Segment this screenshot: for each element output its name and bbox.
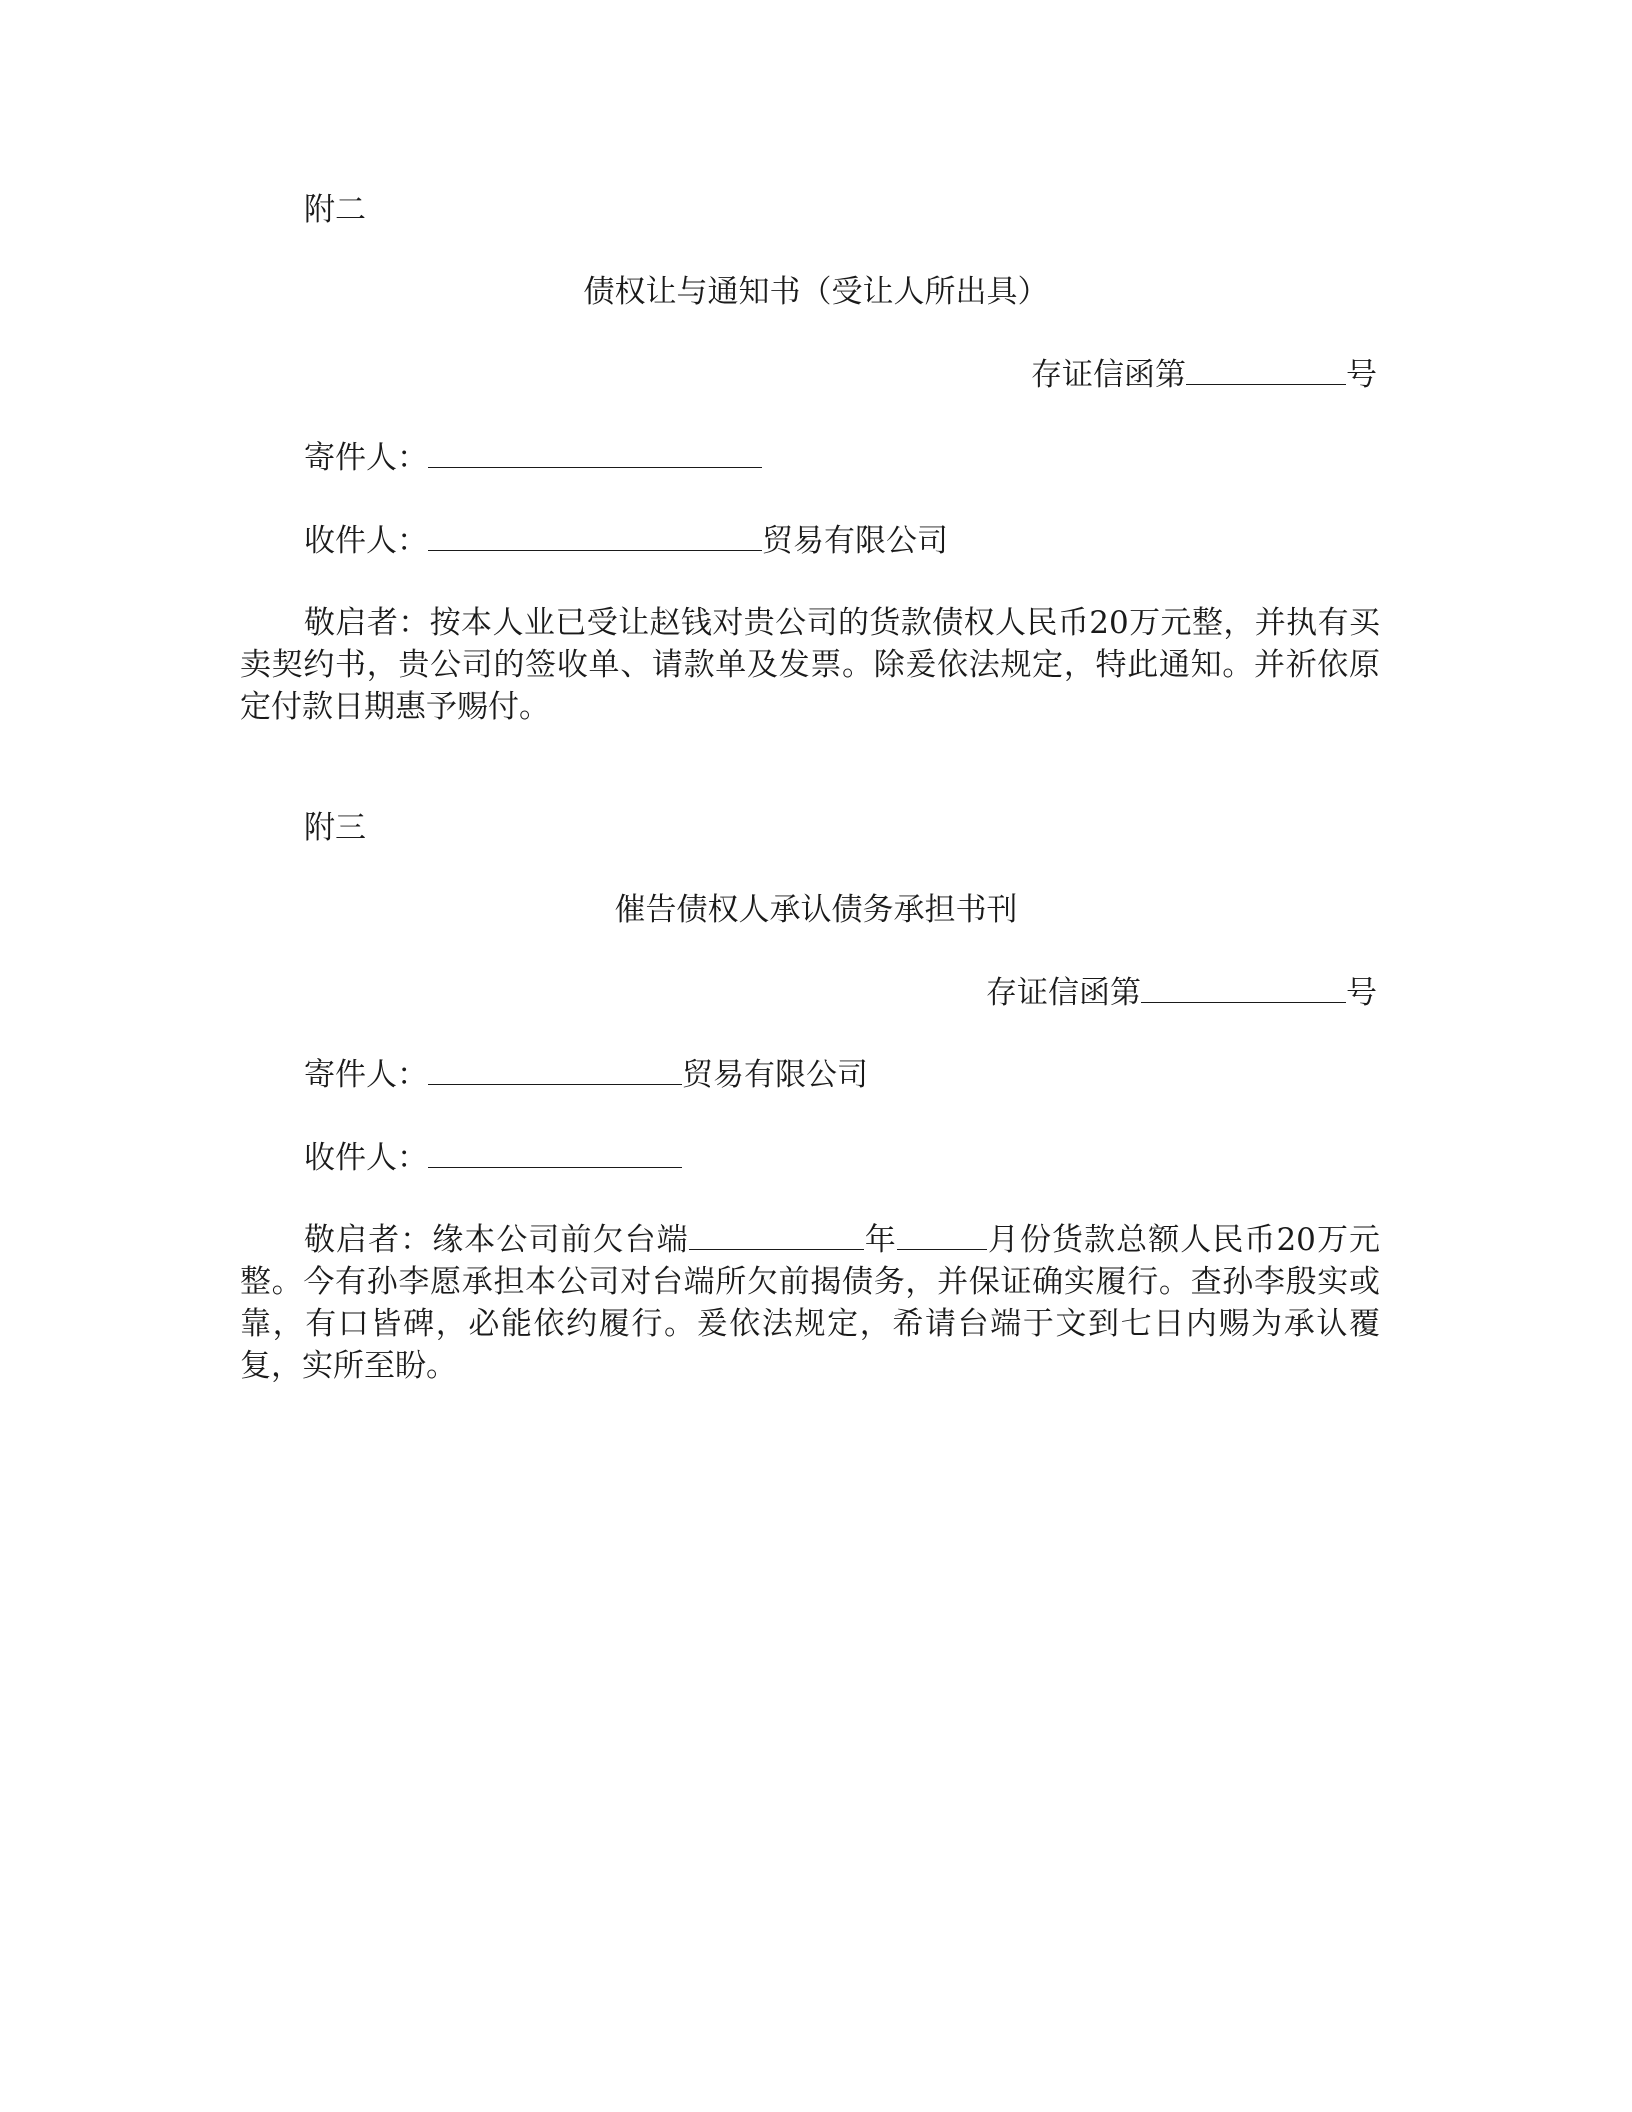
section2-title: 债权让与通知书（受让人所出具） [583, 274, 1049, 310]
section3-ref-prefix: 存证信函第 [986, 975, 1141, 1011]
section2-recipient-blank [428, 520, 762, 551]
section3-recipient-line [304, 1137, 682, 1178]
section3-body-part2: 月份货款总额人民币20万元整。今有孙李愿承担本公司对台端所欠前揭债务，并保证确实履行。查孙李殷实或靠，有口皆碑，必能依约履行。爰依法规定，希请台端于文到七日内赐为承认覆复，实所至盼。 [240, 1222, 1381, 1384]
section3-recipient-blank [428, 1137, 682, 1168]
section3-month-blank [897, 1219, 987, 1250]
section3-ref-number-blank [1141, 972, 1346, 1003]
section2-sender-label: 寄件人： [304, 440, 428, 476]
section2-heading: 附二 [304, 192, 366, 228]
section3-title: 催告债权人承认债务承担书刊 [614, 892, 1018, 928]
section3-sender-label: 寄件人： [304, 1057, 428, 1093]
section3-recipient-label: 收件人： [304, 1140, 428, 1176]
section3-sender-line [304, 1054, 868, 1095]
section2-sender-blank [428, 437, 762, 468]
section3-sender-blank [428, 1054, 682, 1085]
section2-ref-line [1031, 354, 1377, 395]
section3-ref-line [986, 972, 1377, 1013]
section2-ref-number-blank [1186, 354, 1346, 385]
section3-heading: 附三 [304, 810, 366, 846]
section2-recipient-label: 收件人： [304, 523, 428, 559]
section2-body: 敬启者：按本人业已受让赵钱对贵公司的货款债权人民币20万元整，并执有买卖契约书，贵公司的签收单、请款单及发票。除爰依法规定，特此通知。并祈依原定付款日期惠予赐付。 [240, 605, 1380, 725]
section3-body-part1: 敬启者：缘本公司前欠台端 [304, 1222, 689, 1258]
section2-sender-line [304, 437, 762, 478]
section2-recipient-suffix: 贸易有限公司 [762, 523, 948, 559]
section2-recipient-line [304, 520, 948, 561]
section3-body [240, 1219, 1380, 1387]
section3-year-blank [689, 1219, 864, 1250]
section2-ref-suffix: 号 [1346, 357, 1377, 393]
section3-ref-suffix: 号 [1346, 975, 1377, 1011]
section3-sender-suffix: 贸易有限公司 [682, 1057, 868, 1093]
section2-ref-prefix: 存证信函第 [1031, 357, 1186, 393]
section3-body-year: 年 [863, 1222, 897, 1258]
